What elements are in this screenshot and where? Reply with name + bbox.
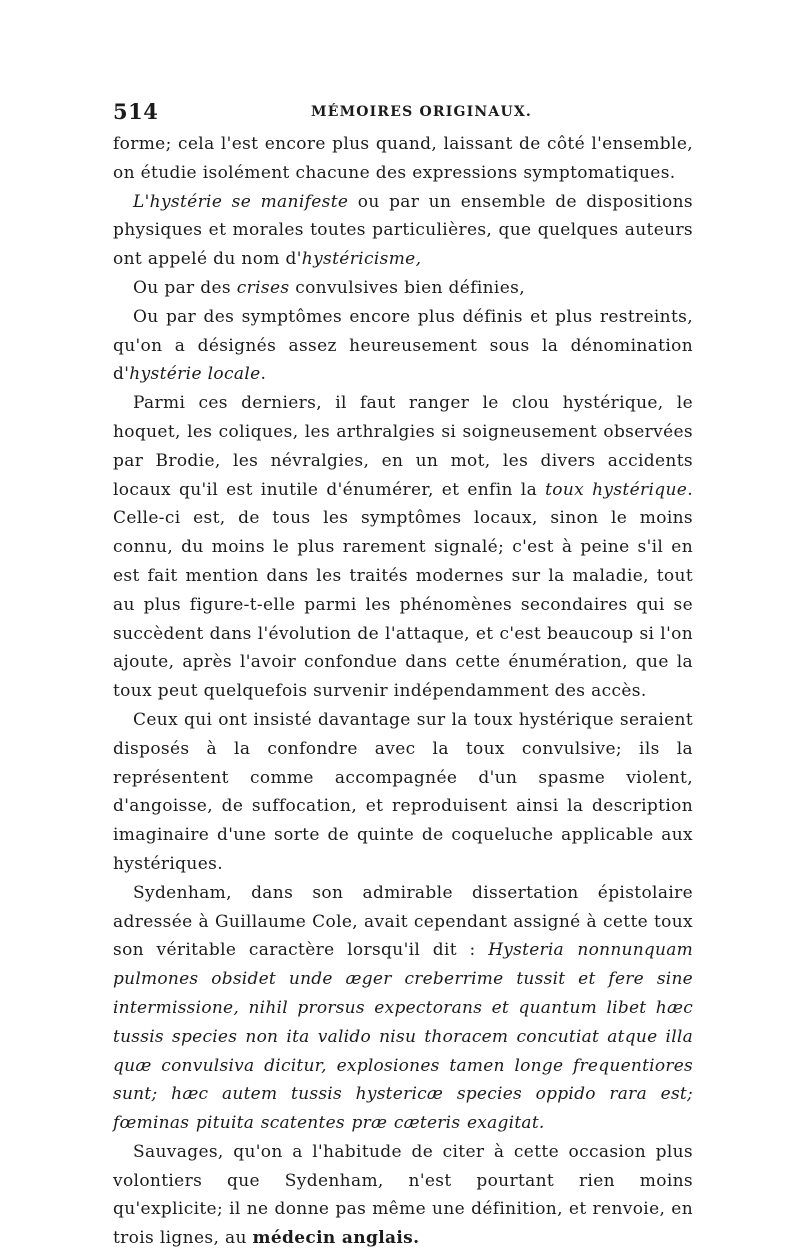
paragraph-6 bbox=[113, 706, 693, 879]
paragraph-4 bbox=[113, 303, 693, 389]
latin-quotation: Hysteria nonnunquam pulmones obsidet unde æger creberrime tussit et fere sine intermissione, nihil prorsus expectorans et quantum libet hæc tussis species non ita valido nisu thoracem concutiat atque illa quæ convulsiva dicitur, explosiones tamen longe frequentiores sunt; hæc autem tussis hystericæ species oppido rara est; fœminas pituita scatentes præ cæteris exagitat. bbox=[113, 940, 693, 1134]
paragraph-5-italic: toux hystérique bbox=[545, 479, 688, 500]
paragraph-4-text: Ou par des symptômes encore plus définis et plus restreints, qu'on a désignés assez heureusement sous la dénomination d' bbox=[113, 306, 693, 385]
paragraph-8-last-line: médecin anglais. bbox=[252, 1228, 420, 1249]
paragraph-2-text: ou par un ensemble de dispositions physiques et morales toutes particulières, que quelques auteurs ont appelé du nom d' bbox=[113, 191, 693, 270]
paragraph-7 bbox=[113, 879, 693, 1138]
paragraph-6-text: Ceux qui ont insisté davantage sur la toux hystérique seraient disposés à la confondre avec la toux convulsive; ils la représentent comme accompagnée d'un spasme violent, d'angoisse, de suffocation, et reproduisent ainsi la description imaginaire d'une sorte de quinte de coqueluche applicable aux hystériques. bbox=[113, 709, 693, 874]
paragraph-5-text-after: . Celle-ci est, de tous les symptômes locaux, sinon le moins connu, du moins le plus rarement signalé; c'est à peine s'il en est fait mention dans les traités modernes sur la maladie, tout au plus figure-t-elle parmi les phénomènes secondaires qui se succèdent dans l'évolution de l'attaque, et c'est beaucoup si l'on ajoute, après l'avoir confondue dans cette énumération, que la toux peut quelquefois survenir indépendamment des accès. bbox=[113, 479, 693, 702]
paragraph-3-lead: Ou par des bbox=[133, 277, 237, 298]
paragraph-3-text: convulsives bien définies, bbox=[289, 277, 525, 298]
paragraph-2-italic-lead: L'hystérie se manifeste bbox=[133, 191, 349, 212]
paragraph-1-text: forme; cela l'est encore plus quand, laissant de côté l'ensemble, on étudie isolément chacune des expressions symptomatiques. bbox=[113, 134, 693, 183]
body-text bbox=[113, 130, 693, 1253]
paragraph-5 bbox=[113, 389, 693, 706]
paragraph-3 bbox=[113, 274, 693, 303]
paragraph-2 bbox=[113, 188, 693, 274]
paragraph-7-text: Sydenham, dans son admirable dissertation épistolaire adressée à Guillaume Cole, avait cependant assigné à cette toux son véritable caractère lorsqu'il dit : bbox=[113, 882, 693, 961]
page-number: 514 bbox=[113, 99, 159, 124]
paragraph-5-text-before: Parmi ces derniers, il faut ranger le clou hystérique, le hoquet, les coliques, les arthralgies si soigneusement observées par Brodie, les névralgies, en un mot, les divers accidents locaux qu'il est inutile d'énumérer, et enfin la bbox=[113, 393, 693, 500]
paragraph-4-italic-term: hystérie locale bbox=[129, 364, 261, 385]
paragraph-1 bbox=[113, 130, 693, 188]
page-header bbox=[113, 99, 693, 127]
paragraph-3-italic: crises bbox=[236, 277, 290, 298]
paragraph-2-end: , bbox=[415, 249, 422, 270]
paragraph-2-italic-term: hystéricisme bbox=[301, 249, 416, 270]
paragraph-8-text: Sauvages, qu'on a l'habitude de citer à cette occasion plus volontiers que Sydenham, n'est pourtant rien moins qu'explicite; il ne donne pas même une définition, et renvoie, en trois lignes, au bbox=[113, 1141, 693, 1249]
paragraph-4-end: . bbox=[260, 364, 267, 385]
paragraph-8 bbox=[113, 1138, 693, 1253]
running-title: MÉMOIRES ORIGINAUX. bbox=[311, 104, 532, 120]
